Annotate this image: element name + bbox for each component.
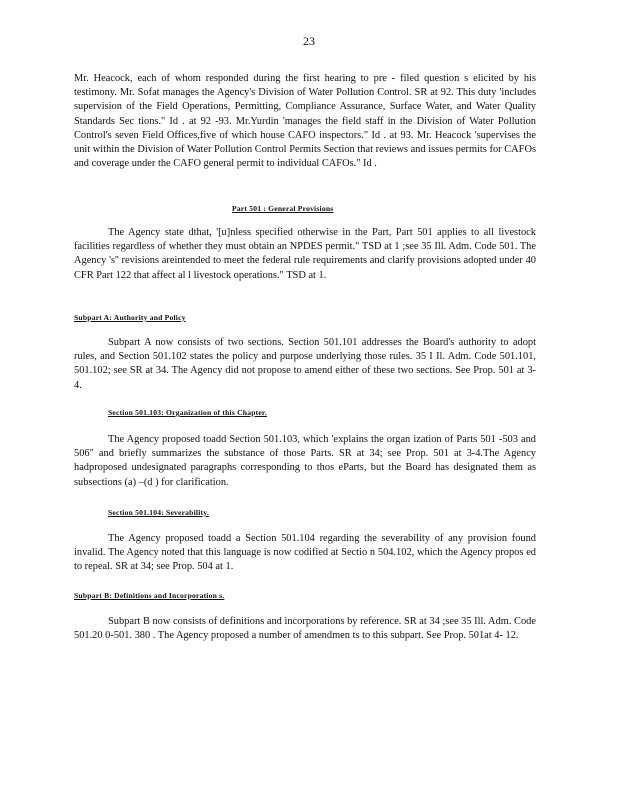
heading-section-501-104: Section 501.104: Severability. — [108, 508, 209, 517]
heading-subpart-b: Subpart B: Definitions and Incorporation s. — [74, 591, 225, 600]
paragraph-section-501-104: The Agency proposed toadd a Section 501.104 regarding the severability of any provision found invalid. The Agency noted that this language is now codified at Sectio n 504.102, which the Agency propos ed to repeal. SR at 34; see Prop. 504 at 1. — [74, 533, 536, 573]
heading-part-501: Part 501 : General Provisions — [232, 204, 334, 213]
paragraph-part-501: The Agency state dthat, '[u]nless specified otherwise in the Part, Part 501 applies to all livestock facilities regardless of whether they must obtain an NPDES permit." TSD at 1 ;see 35 Ill. Adm. Code 501. The Agency 's'' revisions areintended to meet the federal rule requirements and clarify provisions adopted under 40 CFR Part 122 that affect al l livestock operations." TSD at 1. — [74, 227, 536, 281]
paragraph-section-501-103: The Agency proposed toadd Section 501.103, which 'explains the organ ization of Parts 501 -503 and 506" and briefly summarizes the substance of those Parts. SR at 34; see Prop. 501 at 3-4.The Agency hadproposed undesignated paragraphs corresponding to thos eParts, but the Board has designated them as subsections (a) –(d ) for clarification. — [74, 434, 536, 488]
paragraph-subpart-b: Subpart B now consists of definitions and incorporations by reference. SR at 34 ;see 35 Ill. Adm. Code 501.20 0-501. 380 . The Agency proposed a number of amendmen ts to this subpart. See Prop. 501at 4- 12. — [74, 616, 536, 642]
page-number: 23 — [303, 34, 315, 48]
heading-section-501-103: Section 501.103: Organization of this Chapter. — [108, 408, 267, 417]
heading-subpart-a: Subpart A: Authority and Policy — [74, 313, 186, 322]
paragraph-subpart-a: Subpart A now consists of two sections. Section 501.101 addresses the Board's authority to adopt rules, and Section 501.102 states the policy and purpose underlying those rules. 35 I Il. Adm. Code 501.101, 501.102; see SR at 34. The Agency did not propose to amend either of these two sections. See Prop. 501 at 3- 4. — [74, 337, 536, 391]
paragraph-witnesses: Mr. Heacock, each of whom responded during the first hearing to pre - filed question s elicited by his testimony. Mr. Sofat manages the Agency's Division of Water Pollution Control. SR at 92. This duty 'includes supervision of the Field Operations, Permitting, Compliance Assurance, Surface Water, and Water Quality Standards Sec tions." Id . at 92 -93. Mr.Yurdin 'manages the field staff in the Division of Water Pollution Control's seven Field Offices,five of which house CAFO inspectors." Id . at 93. Mr. Heacock 'supervises the unit within the Division of Water Pollution Control Permits Section that reviews and issues permits for CAFOs and coverage under the CAFO general permit to individual CAFOs." Id . — [74, 73, 536, 170]
